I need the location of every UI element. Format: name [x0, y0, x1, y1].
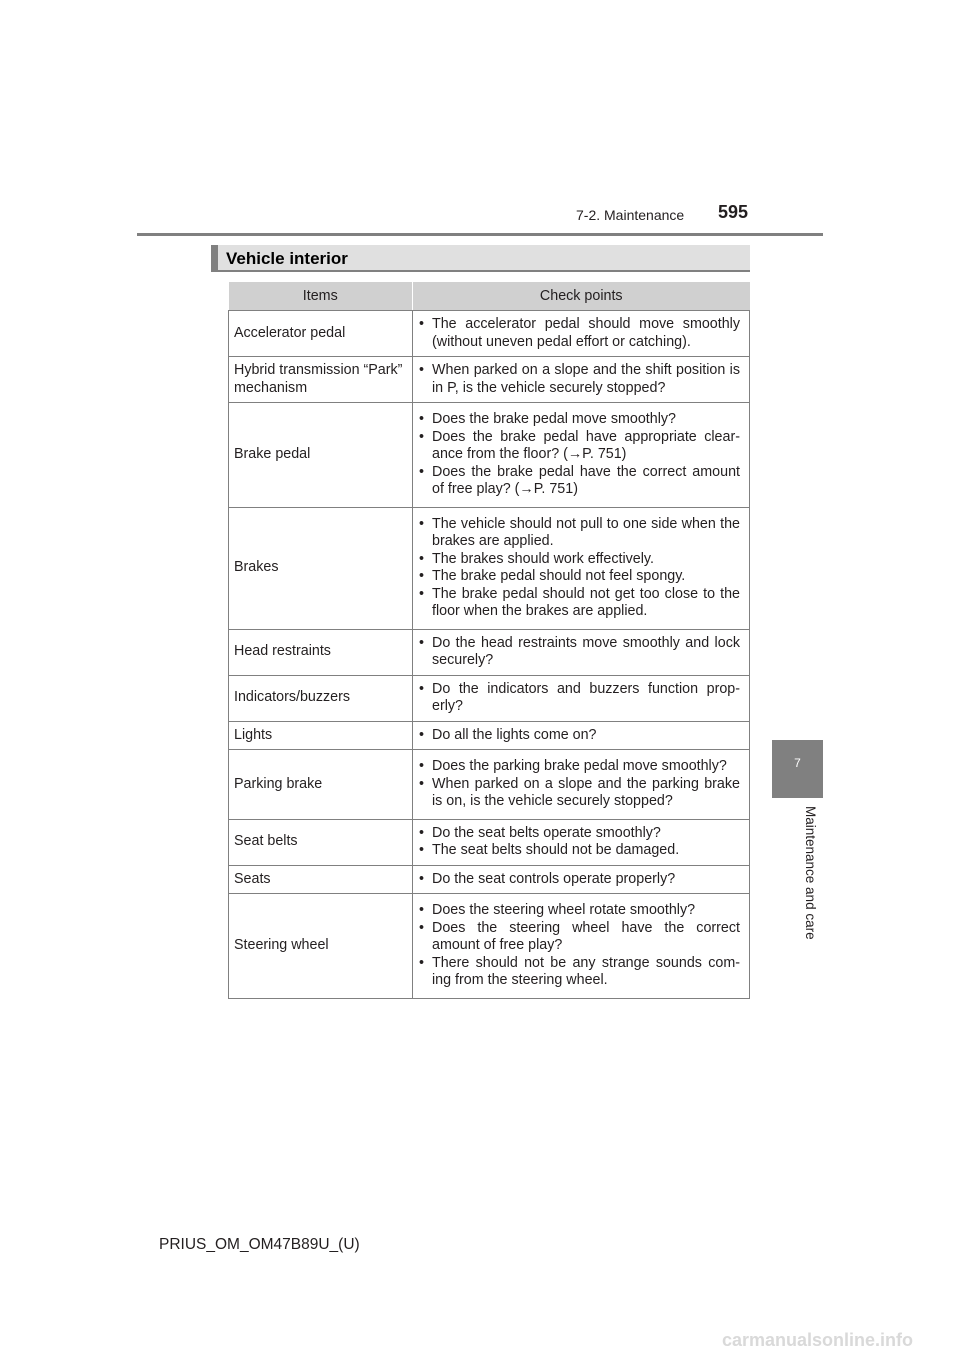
document-code: PRIUS_OM_OM47B89U_(U) — [159, 1236, 360, 1253]
check-points-cell — [413, 675, 750, 721]
check-point: • The brake pedal should not get too close to the floor when the brakes are applied. — [419, 586, 740, 621]
table-header-row — [229, 283, 750, 311]
table-row — [229, 403, 750, 508]
check-point: • When parked on a slope and the parking brake is on, is the vehicle securely stopped? — [419, 776, 740, 811]
check-point: • Does the brake pedal have the correct amount of free play? (→P. 751) — [419, 464, 740, 499]
check-point: • Do the head restraints move smoothly and lock securely? — [419, 635, 740, 670]
check-point: • The accelerator pedal should move smoothly (without uneven pedal effort or catching). — [419, 316, 740, 351]
section-title: Vehicle interior — [226, 249, 348, 268]
item-cell: Parking brake — [229, 750, 413, 820]
header-section-title: 7-2. Maintenance — [576, 207, 685, 223]
column-header-items: Items — [229, 283, 413, 311]
item-cell: Brake pedal — [229, 403, 413, 508]
table-row — [229, 311, 750, 357]
check-point: • When parked on a slope and the shift position is in P, is the vehicle securely stopped? — [419, 362, 740, 397]
table-row — [229, 819, 750, 865]
check-point: • Do all the lights come on? — [419, 727, 740, 745]
item-cell: Indicators/buzzers — [229, 675, 413, 721]
table-row — [229, 750, 750, 820]
table-row — [229, 357, 750, 403]
check-table — [228, 282, 750, 999]
check-point: • Does the steering wheel rotate smoothly? — [419, 902, 740, 920]
table-row — [229, 721, 750, 750]
check-points-cell — [413, 357, 750, 403]
item-cell: Accelerator pedal — [229, 311, 413, 357]
check-points-cell — [413, 721, 750, 750]
item-cell: Seat belts — [229, 819, 413, 865]
item-cell: Steering wheel — [229, 894, 413, 999]
item-cell: Brakes — [229, 507, 413, 629]
check-point: • The brakes should work effectively. — [419, 551, 740, 569]
item-cell: Head restraints — [229, 629, 413, 675]
check-point: • Does the parking brake pedal move smoothly? — [419, 758, 740, 776]
table-row — [229, 507, 750, 629]
watermark: carmanualsonline.info — [722, 1330, 914, 1350]
header-divider — [137, 233, 823, 236]
page-number: 595 — [718, 202, 749, 222]
check-points-cell — [413, 507, 750, 629]
item-cell — [229, 357, 413, 403]
item-text: Hybrid transmission “Park” mechanism — [234, 362, 403, 396]
check-points-cell — [413, 865, 750, 894]
check-points-cell — [413, 311, 750, 357]
check-point: • Does the brake pedal move smoothly? — [419, 411, 740, 429]
check-point: • The vehicle should not pull to one side when the brakes are applied. — [419, 516, 740, 551]
item-cell: Lights — [229, 721, 413, 750]
check-point: • Do the seat belts operate smoothly? — [419, 825, 740, 843]
table-row — [229, 675, 750, 721]
table-row — [229, 865, 750, 894]
check-point: • Do the indicators and buzzers function prop-erly? — [419, 681, 740, 716]
check-points-cell — [413, 750, 750, 820]
section-heading-bar — [211, 245, 218, 272]
check-points-cell — [413, 629, 750, 675]
check-point: • The seat belts should not be damaged. — [419, 842, 740, 860]
check-point: • The brake pedal should not feel spongy. — [419, 568, 740, 586]
check-point: • Does the brake pedal have appropriate clear-ance from the floor? (→P. 751) — [419, 429, 740, 464]
chapter-number: 7 — [794, 756, 801, 770]
table-row — [229, 894, 750, 999]
chapter-tab — [772, 740, 823, 798]
column-header-check-points: Check points — [413, 283, 750, 311]
table-row — [229, 629, 750, 675]
check-points-cell — [413, 894, 750, 999]
check-point: • Do the seat controls operate properly? — [419, 871, 740, 889]
check-points-cell — [413, 403, 750, 508]
item-cell: Seats — [229, 865, 413, 894]
check-point: • Does the steering wheel have the correct amount of free play? — [419, 920, 740, 955]
check-points-cell — [413, 819, 750, 865]
check-point: • There should not be any strange sounds com-ing from the steering wheel. — [419, 955, 740, 990]
section-heading — [211, 245, 750, 272]
chapter-label: Maintenance and care — [803, 806, 818, 940]
